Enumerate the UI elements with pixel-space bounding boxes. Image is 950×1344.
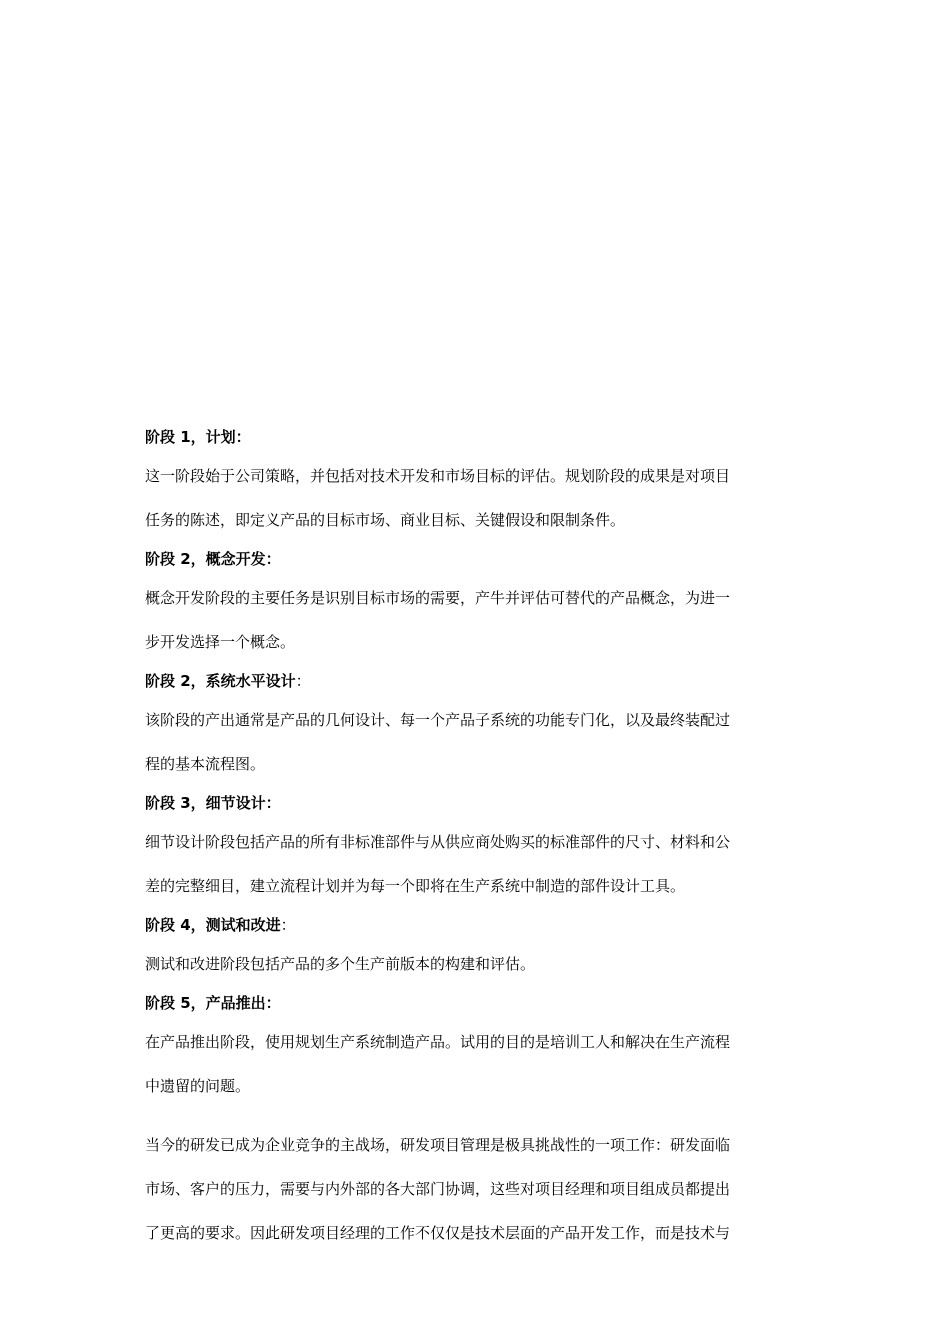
stage-description (145, 576, 810, 664)
text-line: 了更高的要求。因此研发项目经理的工作不仅仅是技术层面的产品开发工作，而是技术与 (145, 1224, 731, 1242)
stage-section-2 (145, 542, 810, 664)
stage-heading (145, 420, 810, 454)
stage-description (145, 820, 810, 908)
stage-title: 阶段 1，计划： (145, 428, 251, 446)
stage-section-1 (145, 420, 810, 542)
stage-title-suffix: ： (280, 916, 296, 934)
text-line: 该阶段的产出通常是产品的几何设计、每一个产品子系统的功能专门化，以及最终装配过 (145, 711, 731, 729)
stage-section-5 (145, 908, 810, 986)
stage-heading (145, 908, 810, 942)
closing-section (145, 1123, 810, 1255)
text-line: 任务的陈述，即定义产品的目标市场、商业目标、关键假设和限制条件。 (145, 511, 626, 529)
stage-title: 阶段 2，系统水平设计 (145, 672, 296, 690)
stage-section-3 (145, 664, 810, 786)
closing-paragraph (145, 1123, 810, 1255)
text-line: 概念开发阶段的主要任务是识别目标市场的需要，产牛并评估可替代的产品概念，为进一 (145, 589, 731, 607)
text-line: 中遗留的问题。 (145, 1077, 251, 1095)
stage-title: 阶段 3，细节设计： (145, 794, 281, 812)
stage-title-suffix: ： (295, 672, 311, 690)
text-line: 市场、客户的压力，需要与内外部的各大部门协调，这些对项目经理和项目组成员都提出 (145, 1180, 731, 1198)
text-line: 这一阶段始于公司策略，并包括对技术开发和市场目标的评估。规划阶段的成果是对项目 (145, 467, 731, 485)
stage-description (145, 698, 810, 786)
stage-description (145, 942, 810, 986)
stage-section-4 (145, 786, 810, 908)
stage-section-6 (145, 986, 810, 1108)
stage-heading (145, 542, 810, 576)
stage-title: 阶段 2，概念开发： (145, 550, 281, 568)
stage-description (145, 1020, 810, 1108)
text-line: 细节设计阶段包括产品的所有非标准部件与从供应商处购买的标准部件的尺寸、材料和公 (145, 833, 731, 851)
text-line: 在产品推出阶段，使用规划生产系统制造产品。试用的目的是培训工人和解决在生产流程 (145, 1033, 731, 1051)
text-line: 差的完整细目，建立流程计划并为每一个即将在生产系统中制造的部件设计工具。 (145, 877, 686, 895)
stage-title: 阶段 5，产品推出： (145, 994, 281, 1012)
stage-heading (145, 786, 810, 820)
document-body (145, 420, 810, 1255)
stage-title: 阶段 4，测试和改进 (145, 916, 281, 934)
stage-heading (145, 986, 810, 1020)
stage-description (145, 454, 810, 542)
text-line: 测试和改进阶段包括产品的多个生产前版本的构建和评估。 (145, 955, 536, 973)
text-line: 程的基本流程图。 (145, 755, 266, 773)
text-line: 当今的研发已成为企业竞争的主战场，研发项目管理是极具挑战性的一项工作：研发面临 (145, 1136, 731, 1154)
text-line: 步开发选择一个概念。 (145, 633, 296, 651)
paragraph-spacer (145, 1108, 810, 1123)
stage-heading (145, 664, 810, 698)
